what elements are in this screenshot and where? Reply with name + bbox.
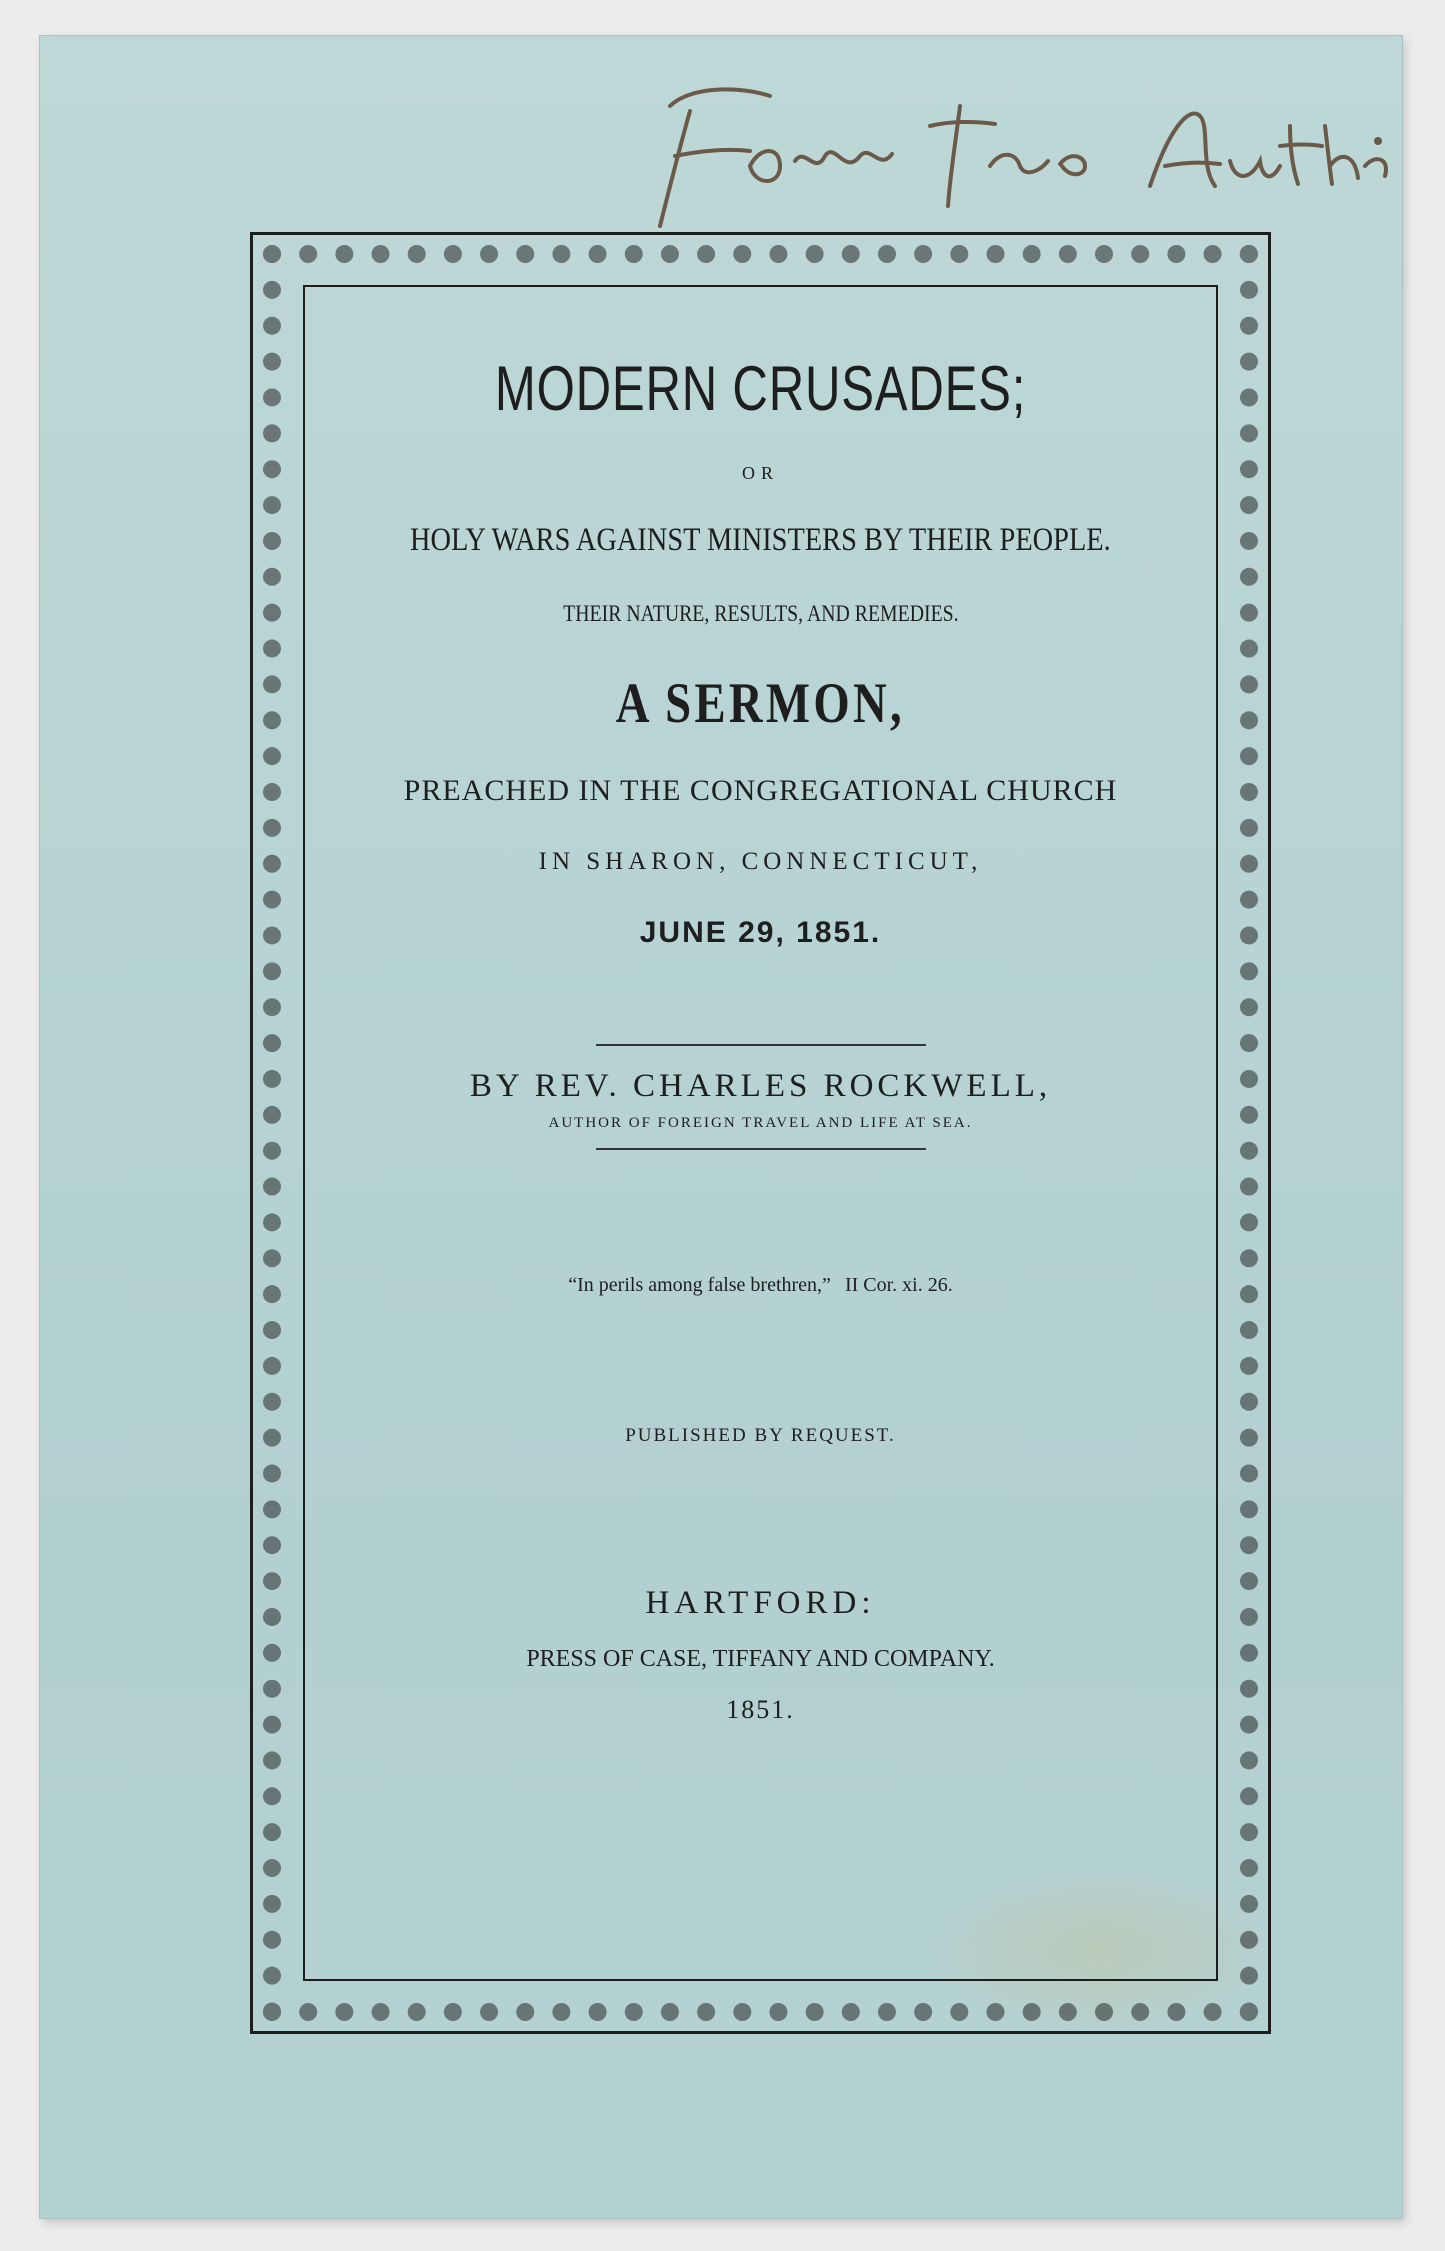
imprint-press: PRESS OF CASE, TIFFANY AND COMPANY.: [526, 1646, 995, 1672]
preached-line: PREACHED IN THE CONGREGATIONAL CHURCH: [403, 774, 1118, 807]
epigraph: [568, 1274, 952, 1297]
handwritten-inscription: [630, 66, 1390, 236]
title-page: [303, 285, 1218, 1981]
ornamental-border: [250, 232, 1271, 2034]
divider-rule: [596, 1044, 926, 1046]
divider-rule: [596, 1148, 926, 1150]
imprint-city: HARTFORD:: [645, 1585, 876, 1621]
imprint-year: 1851.: [726, 1695, 795, 1724]
or-line: OR: [741, 463, 779, 483]
place-line: IN SHARON, CONNECTICUT,: [538, 848, 983, 875]
author-note: AUTHOR OF FOREIGN TRAVEL AND LIFE AT SEA.: [548, 1115, 973, 1131]
epigraph-quote: “In perils among false brethren,”: [568, 1274, 831, 1296]
sermon-heading: A SERMON,: [615, 672, 906, 735]
subtitle-secondary: THEIR NATURE, RESULTS, AND REMEDIES.: [562, 601, 959, 626]
date-line: JUNE 29, 1851.: [639, 916, 882, 949]
epigraph-reference: II Cor. xi. 26.: [844, 1274, 953, 1296]
pamphlet-cover: [40, 36, 1402, 2218]
inscription-text: From the Author: [630, 66, 637, 67]
author-line: BY REV. CHARLES ROCKWELL,: [469, 1068, 1052, 1104]
subtitle: HOLY WARS AGAINST MINISTERS BY THEIR PEOPLE.: [410, 522, 1111, 558]
published-line: PUBLISHED BY REQUEST.: [625, 1425, 896, 1446]
title: MODERN CRUSADES;: [494, 354, 1027, 424]
